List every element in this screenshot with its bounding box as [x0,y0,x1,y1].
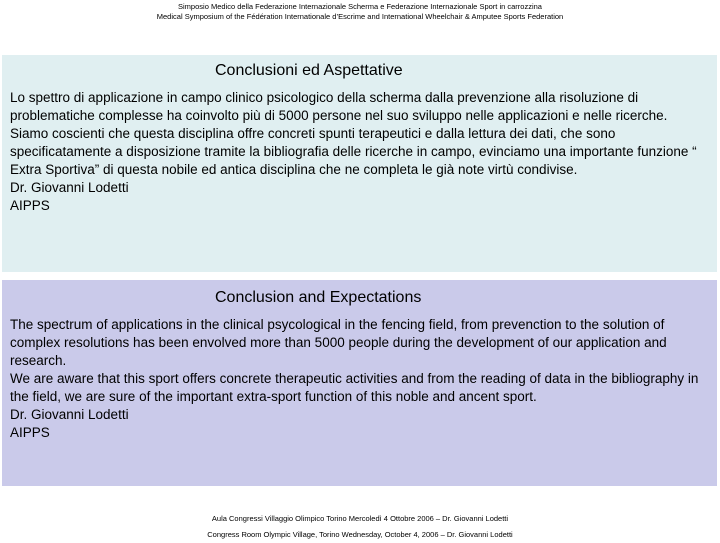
footer-line-english: Congress Room Olympic Village, Torino Wednesday, October 4, 2006 – Dr. Giovanni Lodetti [207,530,513,539]
slide-footer [0,511,720,543]
header-line-english: Medical Symposium of the Fédération Internationale d’Escrime and International Wheelchair & Amputee Sports Federation [156,12,564,21]
italian-paragraph-1: Lo spettro di applicazione in campo clinico psicologico della scherma dalla prevenzione alla risoluzione di problematiche complesse ha coinvolto più di 5000 persone nel suo sviluppo nelle applicazioni e nelle ricerche. [10,90,668,123]
italian-body [10,89,700,215]
italian-conclusion-panel [2,55,717,272]
english-signature-name: Dr. Giovanni Lodetti [10,407,129,422]
english-paragraph-2: We are aware that this sport offers concrete therapeutic activities and from the reading of data in the bibliography in the field, we are sure of the important extra-sport function of this noble and ancent sport. [10,371,699,404]
english-body [10,316,700,442]
header-line-italian: Simposio Medico della Federazione Internazionale Scherma e Federazione Internazionale Sport in carrozzina [178,2,542,11]
italian-paragraph-2: Siamo coscienti che questa disciplina offre concreti spunti terapeutici e dalla lettura dei dati, che sono specificatamente a disposizione tramite la bibliografia delle ricerche in campo, evinciamo una importante funzione “ Extra Sportiva” di questa nobile ed antica disciplina che ne completa le già note virtù condivise. [10,126,697,177]
english-paragraph-1: The spectrum of applications in the clinical psycological in the fencing field, from prevenction to the solution of complex resolutions has been envolved more than 5000 people during the development of our application and research. [10,317,667,368]
footer-line-italian: Aula Congressi Villaggio Olimpico Torino Mercoledì 4 Ottobre 2006 – Dr. Giovanni Lodetti [211,514,509,523]
slide-header [0,2,720,22]
italian-signature-org: AIPPS [10,198,50,213]
english-conclusion-panel [2,280,717,486]
italian-signature-name: Dr. Giovanni Lodetti [10,180,129,195]
english-title: Conclusion and Expectations [215,289,422,306]
english-signature-org: AIPPS [10,425,50,440]
italian-title: Conclusioni ed Aspettative [215,62,403,79]
